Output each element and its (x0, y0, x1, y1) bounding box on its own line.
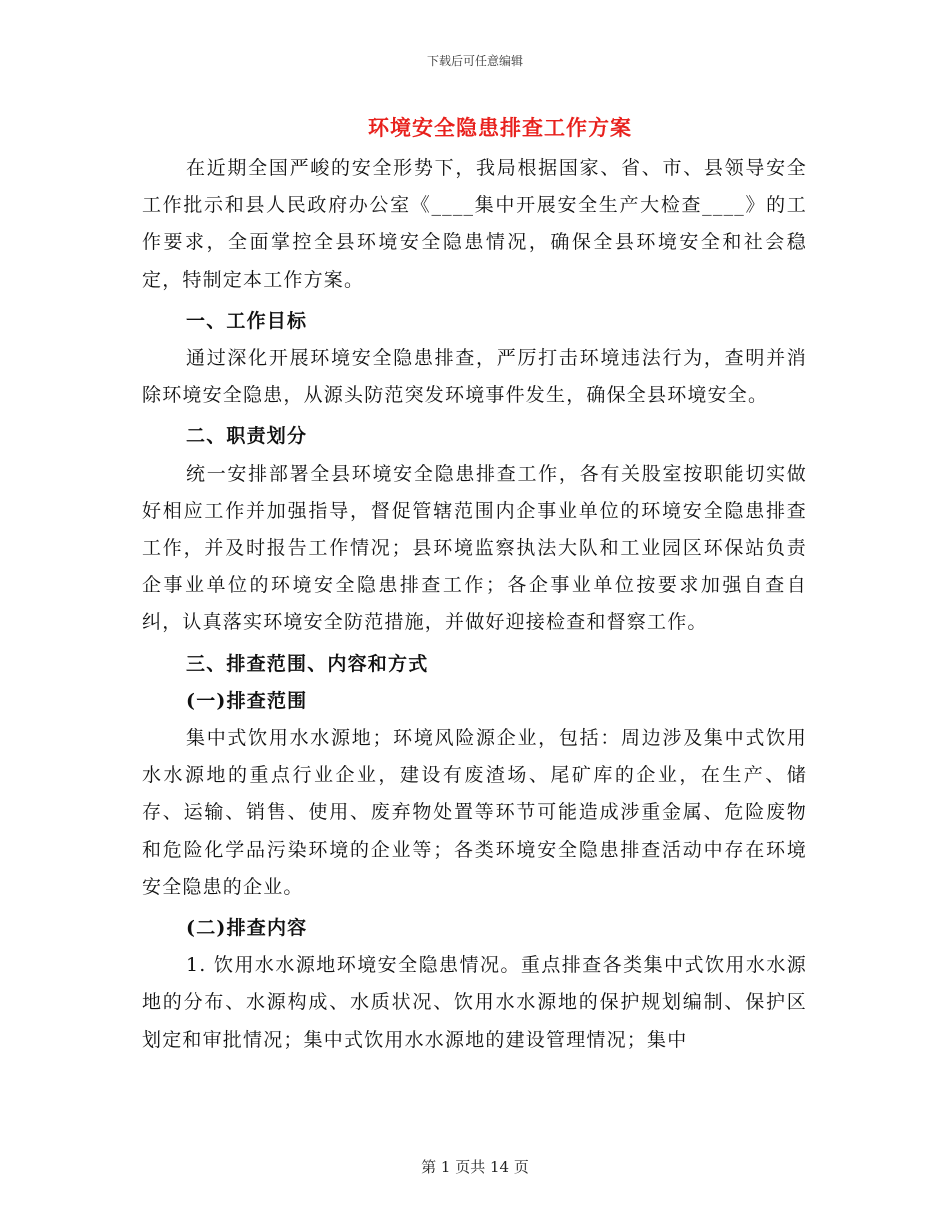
section-heading-goals: 一、工作目标 (186, 309, 308, 332)
section-heading-scope: 三、排查范围、内容和方式 (186, 652, 429, 675)
intro-paragraph: 在近期全国严峻的安全形势下，我局根据国家、省、市、县领导安全工作批示和县人民政府办公室《____集中开展安全生产大检查____》的工作要求，全面掌控全县环境安全隐患情况，确保全县环境安全和社会稳定，特制定本工作方案。 (142, 157, 807, 291)
document-body (142, 150, 807, 1059)
section-heading-responsibilities: 二、职责划分 (186, 425, 308, 448)
page-number: 第 1 页共 14 页 (421, 1158, 529, 1176)
subsection-body-range: 集中式饮用水水源地；环境风险源企业，包括：周边涉及集中式饮用水水源地的重点行业企业，建设有废渣场、尾矿库的企业，在生产、储存、运输、销售、使用、废弃物处置等环节可能造成涉重金属、危险废物和危险化学品污染环境的企业等；各类环境安全隐患排查活动中存在环境安全隐患的企业。 (142, 727, 807, 898)
section-body-responsibilities: 统一安排部署全县环境安全隐患排查工作，各有关股室按职能切实做好相应工作并加强指导，督促管辖范围内企事业单位的环境安全隐患排查工作，并及时报告工作情况；县环境监察执法大队和工业园区环保站负责企事业单位的环境安全隐患排查工作；各企事业单位按要求加强自查自纠，认真落实环境安全防范措施，并做好迎接检查和督察工作。 (142, 462, 807, 634)
section-body-goals: 通过深化开展环境安全隐患排查，严厉打击环境违法行为，查明并消除环境安全隐患，从源头防范突发环境事件发生，确保全县环境安全。 (142, 347, 807, 407)
document-title: 环境安全隐患排查工作方案 (368, 115, 632, 140)
subsection-heading-content: (二)排查内容 (186, 917, 308, 940)
header-note: 下载后可任意编辑 (426, 54, 523, 68)
subsection-heading-range: (一)排查范围 (186, 689, 308, 712)
subsection-item-1: 1. 饮用水水源地环境安全隐患情况。重点排查各类集中式饮用水水源地的分布、水源构成、水质状况、饮用水水源地的保护规划编制、保护区划定和审批情况；集中式饮用水水源地的建设管理情况；集中 (142, 954, 807, 1051)
